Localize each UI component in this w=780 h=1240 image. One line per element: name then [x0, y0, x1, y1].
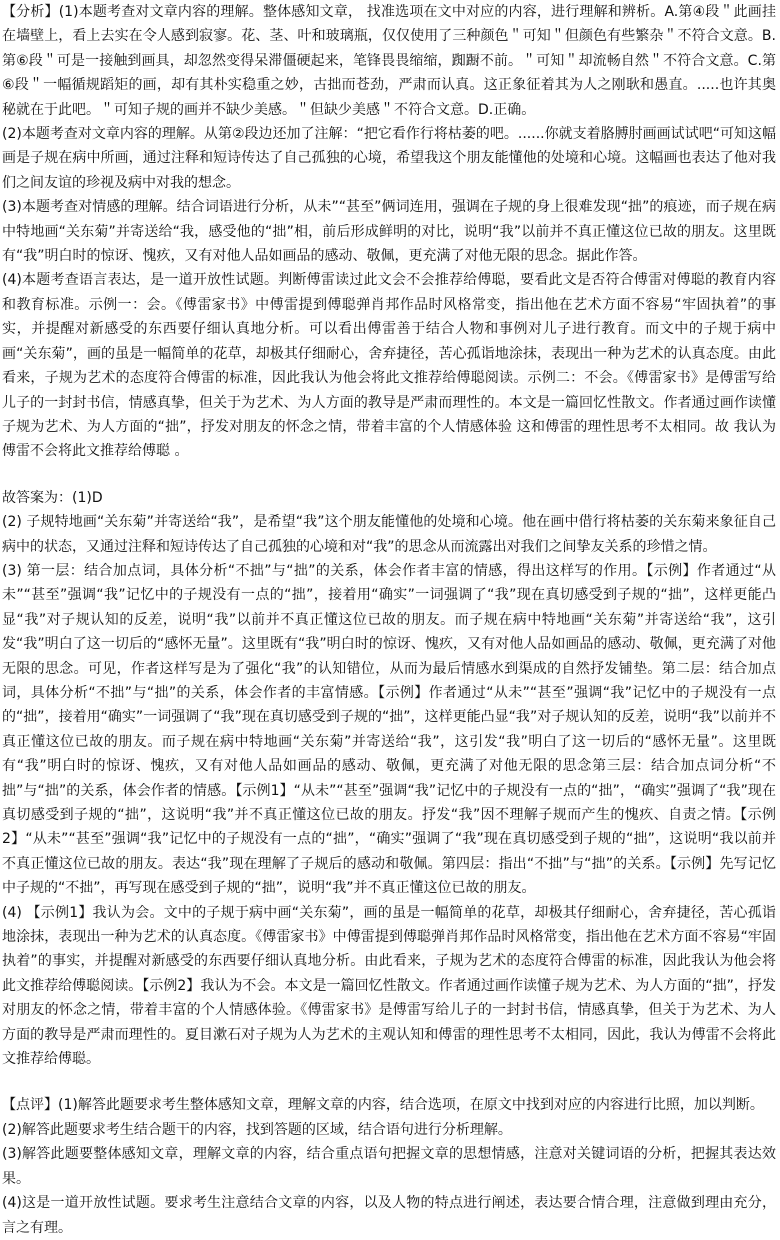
answer-paragraph-1: 故答案为：(1)D: [2, 489, 103, 506]
answer-section: [2, 486, 776, 1072]
comment-paragraph-4: (4)这是一道开放性试题。要求考生注意结合文章的内容，以及人物的特点进行阐述，表达要合情合理，注意做到理由充分，言之有理。: [2, 1195, 776, 1236]
comment-section: [2, 1093, 776, 1239]
analysis-paragraph-2: (2)本题考查对文章内容的理解。从第②段边还加了注解：“把它看作行将枯萎的吧。......你就支着胳膊肘画画试试吧“可知这幅画是子规在病中所画，通过注释和短诗传达了自己孤独的心境，希望我这个朋友能懂他的处境和心境。这幅画也表达了他对我们之间友谊的珍视及病中对我的想念。: [2, 126, 776, 191]
answer-paragraph-2: (2) 子规特地画“关东菊”并寄送给“我”，是希望“我”这个朋友能懂他的处境和心境。他在画中借行将枯萎的关东菊来象征自己病中的状态，又通过注释和短诗传达了自己孤独的心境和对“我”的思念从而流露出对我们之间挚友关系的珍惜之情。: [2, 514, 776, 555]
analysis-paragraph-1: 【分析】(1)本题考查对文章内容的理解。整体感知文章， 找准选项在文中对应的内容，进行理解和辨析。A.第④段＂此画挂在墙壁上，看上去实在令人感到寂寥。花、茎、叶和玻璃瓶，仅仅使用了三种颜色＂可知＂但颜色有些繁杂＂不符合文意。B.第⑥段＂可是一接触到画具，却忽然变得呆滞僵硬起来，笔锋畏畏缩缩，踟蹰不前。＂可知＂却流畅自然＂不符合文意。C.第⑥段＂一幅循规蹈矩的画，却有其朴实稳重之妙，古拙而苍劲，严肃而认真。这正象征着其为人之刚耿和愚直。.....也许其奥秘就在于此吧。＂可知子规的画并不缺少美感。＂但缺少美感＂不符合文意。D.正确。: [2, 4, 776, 118]
answer-paragraph-3: (3) 第一层：结合加点词，具体分析“不拙”与“拙”的关系，体会作者丰富的情感，得出这样写的作用。【示例】作者通过“从未”“甚至”强调“我”记忆中的子规没有一点的“拙”，接着用“确实”一词强调了“我”现在真切感受到子规的“拙”，这样更能凸显“我”对子规认知的反差，说明“我”以前并不真正懂这位已故的朋友。而子规在病中特地画“关东菊”并寄送给“我”，这引发“我”明白了这一切后的“感怀无量”。这里既有“我”明白时的惊讶、愧疚，又有对他人品如画品的感动、敬佩，更充满了对他无限的思念。可见，作者这样写是为了强化“我”的认知错位，从而为最后情感水到渠成的自然抒发铺垫。第二层：结合加点词，具体分析“不拙”与“拙”的关系，体会作者的丰富情感。【示例】作者通过“从未”“甚至”强调“我”记忆中的子规没有一点的“拙”，接着用“确实”一词强调了“我”现在真切感受到子规的“拙”，这样更能凸显“我”对子规认知的反差，说明“我”以前并不真正懂这位已故的朋友。而子规在病中特地画“关东菊”并寄送给“我”，这引发“我”明白了这一切后的“感怀无量”。这里既有“我”明白时的惊讶、愧疚，又有对他人品如画品的感动、敬佩，更充满了对他无限的思念第三层：结合加点词分析“不拙”与“拙”的关系，体会作者的情感。【示例1】“从未”“甚至”强调“我”记忆中的子规没有一点的“拙”，“确实”强调了“我”现在真切感受到子规的“拙”，这说明“我”并不真正懂这位已故的朋友。抒发“我”因不理解子规而产生的愧疚、自责之情。【示例2】“从未”“甚至”强调“我”记忆中的子规没有一点的“拙”，“确实”强调了“我”现在真切感受到子规的“拙”，这说明“我以前并不真正懂这位已故的朋友。表达“我”现在理解了子规后的感动和敬佩。第四层：指出“不拙”与“拙”的关系。【示例】先写记忆中子规的“不拙”，再写现在感受到子规的“拙”，说明“我”并不真正懂这位已故的朋友。: [2, 562, 776, 897]
analysis-paragraph-3: (3)本题考查对情感的理解。结合词语进行分析，从未”“甚至”俩词连用，强调在子规的身上很难发现“拙”的痕迹，而子规在病中特地画“关东菊”并寄送给“我，感受他的“拙”相，前后形成鲜明的对比，说明“我”以前并不真正懂这位已故的朋友。这里既有“我”明白时的惊讶、愧疚，又有对他人品如画品的感动、敬佩，更充满了对他无限的思念。据此作答。: [2, 199, 776, 265]
comment-paragraph-1: 【点评】(1)解答此题要求考生整体感知文章，理解文章的内容，结合选项，在原文中找到对应的内容进行比照，加以判断。: [2, 1097, 764, 1114]
comment-paragraph-3: (3)解答此题要整体感知文章，理解文章的内容，结合重点语句把握文章的思想情感，注意对关键词语的分析，把握其表达效果。: [2, 1146, 776, 1187]
answer-paragraph-4: (4) 【示例1】我认为会。文中的子规于病中画“关东菊”，画的虽是一幅简单的花草，却极其仔细耐心，舍弃捷径，苦心孤诣地涂抹，表现出一种为艺术的认真态度。《傅雷家书》中傅雷提到傅聪弹肖邦作品时风格常变，指出他在艺术方面不容易“牢固执着”的事实，并提醒对新感受的东西要仔细认真地分析。由此看来，子规为艺术的态度符合傅雷的标准，因此我认为他会将此文推荐给傅聪阅读。【示例2】我认为不会。本文是一篇回忆性散文。作者通过画作读懂子规为艺术、为人方面的“拙”，抒发对朋友的怀念之情，带着丰富的个人情感体验。《傅雷家书》是傅雷写给儿子的一封封书信，情感真挚，但关于为艺术、为人方面的教导是严肃而理性的。夏目漱石对子规为人为艺术的主观认知和傅雷的理性思考不太相同，因此，我认为傅雷不会将此文推荐给傅聪。: [2, 904, 776, 1068]
analysis-paragraph-4: (4)本题考查语言表达，是一道开放性试题。判断傅雷读过此文会不会推荐给傅聪，要看此文是否符合傅雷对傅聪的教育内容和教育标准。示例一：会。《傅雷家书》中傅雷提到傅聪弹肖邦作品时风格常变，指出他在艺术方面不容易“牢固执着”的事实，并提醒对新感受的东西要仔细认真地分析。可以看出傅雷善于结合人物和事例对儿子进行教育。而文中的子规于病中画“关东菊”，画的虽是一幅简单的花草，却极其仔细耐心，舍弃捷径，苦心孤诣地涂抹，表现出一种为艺术的认真态度。由此看来，子规为艺术的态度符合傅雷的标准，因此我认为他会将此文推荐给傅聪阅读。示例二：不会。《傅雷家书》是傅雷写给儿子的一封封书信，情感真挚，但关于为艺术、为人方面的教导是严肃而理性的。本文是一篇回忆性散文。作者通过画作读懂子规为艺术、为人方面的“拙”，抒发对朋友的怀念之情，带着丰富的个人情感体验 这和傅雷的理性思考不太相同。故 我认为傅雷不会将此文推荐给傅聪 。: [2, 272, 776, 460]
section-spacer: [2, 1071, 776, 1093]
analysis-section: [2, 0, 776, 464]
section-spacer: [2, 464, 776, 486]
comment-paragraph-2: (2)解答此题要求考生结合题干的内容，找到答题的区域，结合语句进行分析理解。: [2, 1121, 512, 1138]
